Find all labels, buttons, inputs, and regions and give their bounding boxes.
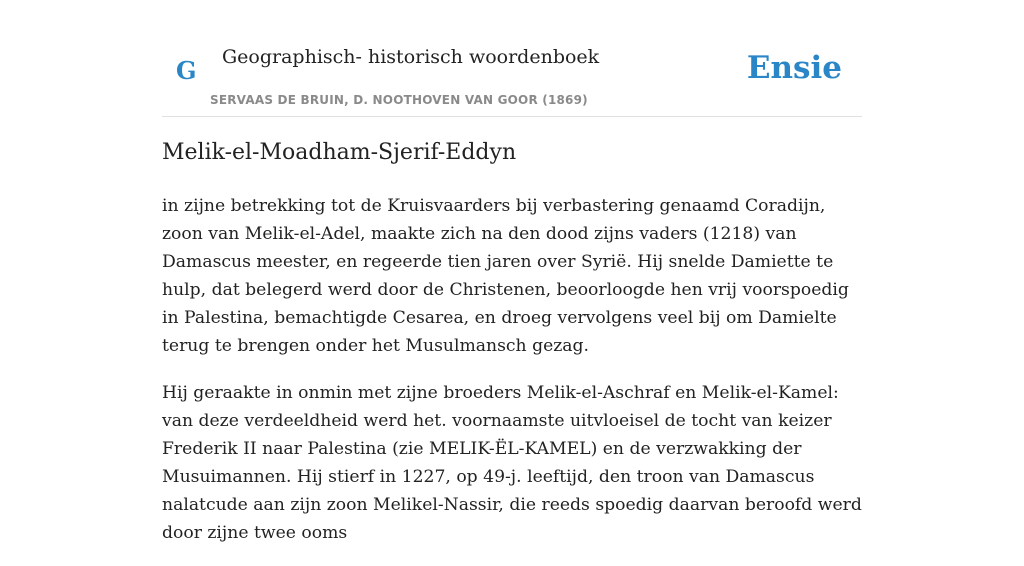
entry-content xyxy=(162,192,862,566)
book-logo-icon[interactable]: G xyxy=(176,56,197,85)
book-title-link[interactable]: Geographisch- historisch woordenboek xyxy=(222,46,600,68)
book-authors: SERVAAS DE BRUIN, D. NOOTHOVEN VAN GOOR (1869) xyxy=(210,93,588,107)
entry-title: Melik-el-Moadham-Sjerif-Eddyn xyxy=(162,140,517,165)
brand-logo-link[interactable]: Ensie xyxy=(746,50,842,86)
header xyxy=(162,36,862,117)
entry-paragraph: Hij geraakte in onmin met zijne broeders Melik-el-Aschraf en Melik-el-Kamel: van deze verdeeldheid werd het. voornaamste uitvloeisel de tocht van keizer Frederik II naar Palestina (zie MELIK-ËL-KAMEL) en de verzwakking der Musuimannen. Hij stierf in 1227, op 49-j. leeftijd, den troon van Damascus nalatcude aan zijn zoon Melikel-Nassir, die reeds spoedig daarvan beroofd werd door zijne twee ooms xyxy=(162,383,862,543)
entry-paragraph: in zijne betrekking tot de Kruisvaarders bij verbastering genaamd Coradijn, zoon van Melik-el-Adel, maakte zich na den dood zijns vaders (1218) van Damascus meester, en regeerde tien jaren over Syrië. Hij snelde Damiette te hulp, dat belegerd werd door de Christenen, beoorloogde hen vrij voorspoedig in Palestina, bemachtigde Cesarea, en droeg vervolgens veel bij om Damielte terug te brengen onder het Musulmansch gezag. xyxy=(162,196,849,356)
